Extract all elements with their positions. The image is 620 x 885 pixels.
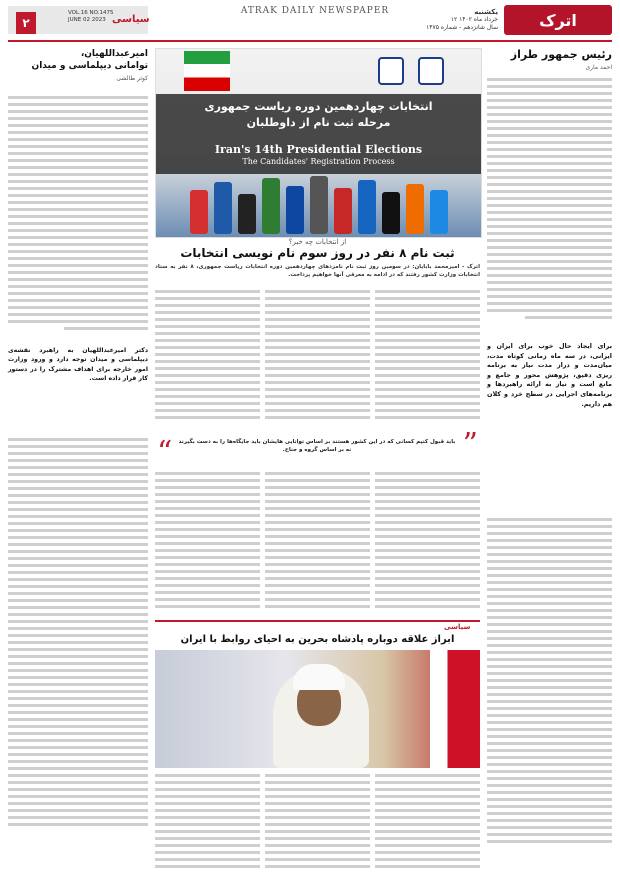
body-text [487, 78, 612, 323]
body-text [375, 472, 480, 612]
date-line: یکشنبه [474, 8, 498, 16]
date-line: سال شانزدهم - شماره ۱۴۷۵ [426, 24, 498, 31]
iran-flag [184, 51, 230, 91]
body-text [265, 290, 370, 423]
banner-line: انتخابات چهاردهمین دوره ریاست جمهوری [204, 100, 433, 113]
pull-quote [487, 342, 612, 409]
story-lead [155, 264, 480, 279]
story-headline: ثبت نام ۸ نفر در روز سوم نام نویسی انتخابات [180, 246, 455, 260]
page-header [0, 0, 620, 42]
page-tab [8, 6, 148, 34]
title-line: توامانی دیپلماسی و میدان [31, 61, 148, 71]
masthead: ATRAK DAILY NEWSPAPER [240, 6, 390, 16]
body-text [375, 774, 480, 872]
body-text [155, 472, 260, 612]
quote-mark-icon: “ [157, 435, 173, 470]
pull-quote [8, 346, 148, 384]
section-rule [155, 620, 480, 622]
story-headline: ابراز علاقه دوباره پادشاه بحرین به احیای روابط با ایران [180, 634, 455, 645]
quote-mark-icon: ” [462, 427, 478, 462]
banner-line: مرحله ثبت نام از داوطلبان [246, 116, 391, 129]
column-author: احمد ماری [585, 64, 612, 71]
body-text [155, 774, 260, 872]
microphones [166, 174, 471, 234]
story-kicker: از انتخابات چه خبر؟ [288, 238, 347, 246]
column-title [8, 48, 148, 72]
quote-text: باید قبول کنیم کسانی که در این کشور هستند بر اساس توانایی هایشان باید جایگاه‌ها را به دست بگیرند نه بر اساس گروه و جناح. [178, 439, 456, 453]
section-label: سیاسی [112, 14, 150, 25]
body-text [265, 774, 370, 872]
king-photo [155, 650, 480, 768]
date-line: ۱۲ خرداد ماه ۱۴۰۲ [450, 16, 498, 23]
lead-text: اترک - امیرمحمد بابایان: در سومین روز ثبت نام نامزدهای چهاردهمین دوره انتخابات ریاست جمهوری، ۸ نفر به ستاد انتخابات وزارت کشور رفتند که در ادامه به معرفی آنها خواهیم پرداخت. [155, 264, 481, 278]
body-text [487, 518, 612, 847]
emblem-icon [418, 57, 444, 85]
column-author: کوثر طالشی [116, 75, 148, 82]
title-line: امیرعبداللهیان، [80, 49, 148, 59]
page-number: ۲ [16, 12, 36, 34]
body-text [8, 96, 148, 334]
banner-line: Iran's 14th Presidential Elections [214, 143, 423, 156]
banner-line: The Candidates' Registration Process [242, 157, 395, 166]
bahrain-flag [430, 650, 480, 768]
date-en: JUNE 02 2023 [68, 17, 106, 23]
pull-quote-text: دکتر امیرعبداللهیان به راهبرد نقشه‌ی دیپلماسی و میدان توجه دارد و ورود وزارت امور خارجه برای اهداف مشترک را در دستور کار قرار داده است. [8, 347, 148, 383]
body-text [375, 290, 480, 423]
right-column [487, 48, 612, 880]
pull-quote-text: برای ایجاد حال خوب برای ایران و ایرانی، در سه ماه زمانی کوتاه مدت، میان‌مدت و دراز مدت نیاز به برنامه ریزی دقیق، پژوهش محور و جامع و مانع است و نیاز به ارائه راهبردها و برنامه‌های اجرایی در سطح خرد و کلان هم داریم. [487, 342, 612, 408]
banner-title-fa [156, 99, 481, 131]
header-rule [8, 40, 612, 42]
banner-title-en [156, 144, 481, 168]
body-text [265, 472, 370, 612]
election-photo [155, 48, 482, 238]
quote-box [155, 427, 480, 470]
brand-logo: اترک [504, 5, 612, 35]
volume-info [68, 10, 114, 24]
headscarf [293, 664, 345, 690]
body-text [155, 290, 260, 423]
column-title: رئیس جمهور طراز [510, 48, 612, 61]
left-column [8, 48, 148, 880]
emblem-icon [378, 57, 404, 85]
section-label: سیاسی [444, 623, 471, 631]
volume-label: VOL.16 NO.1475 [68, 10, 114, 16]
body-text [8, 438, 148, 830]
